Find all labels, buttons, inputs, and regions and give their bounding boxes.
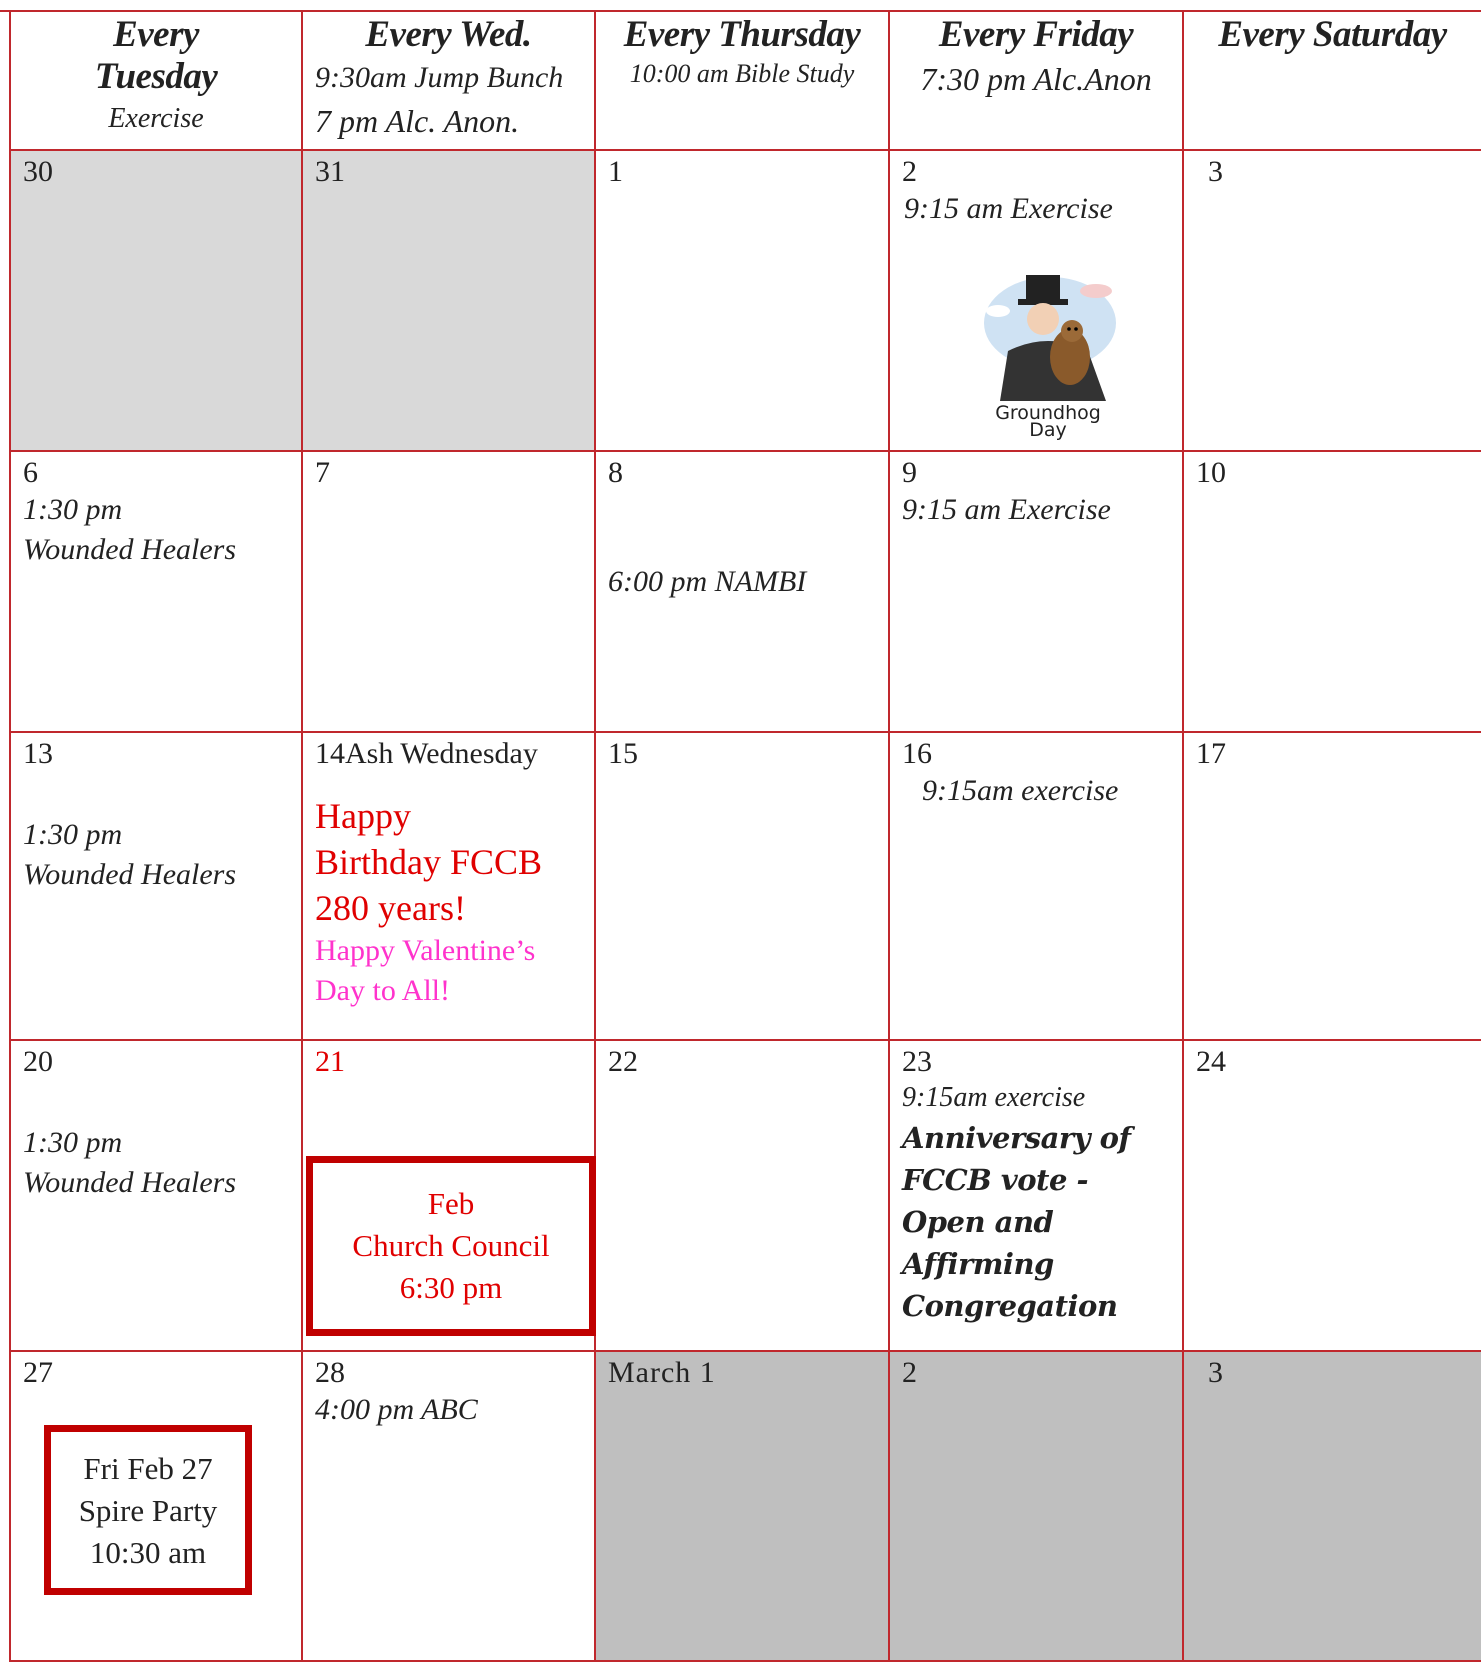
day-cell bbox=[1183, 451, 1481, 732]
header-thursday bbox=[595, 11, 889, 150]
event-text: 1:30 pm bbox=[23, 818, 123, 851]
anniversary-text: Anniversary of bbox=[902, 1121, 1131, 1155]
header-title: Tuesday bbox=[94, 56, 218, 97]
day-cell bbox=[302, 150, 595, 451]
anniversary-text: Affirming bbox=[902, 1247, 1054, 1281]
header-title: Every Thursday bbox=[623, 14, 861, 55]
header-tuesday bbox=[10, 11, 302, 150]
day-number: 16 bbox=[902, 737, 932, 770]
day-cell bbox=[302, 1351, 595, 1661]
day-cell bbox=[1183, 150, 1481, 451]
day-number: 3 bbox=[1208, 155, 1223, 188]
day-cell bbox=[595, 1351, 889, 1661]
day-number: 14Ash Wednesday bbox=[315, 737, 538, 770]
day-number: 28 bbox=[315, 1356, 345, 1389]
birthday-text: Birthday FCCB bbox=[315, 842, 543, 882]
day-cell bbox=[1183, 1351, 1481, 1661]
day-cell bbox=[595, 451, 889, 732]
anniversary-text: Open and bbox=[902, 1205, 1054, 1239]
day-number: 27 bbox=[23, 1356, 53, 1389]
valentine-text: Day to All! bbox=[315, 974, 450, 1007]
day-number: 24 bbox=[1196, 1045, 1226, 1078]
day-cell bbox=[889, 732, 1183, 1040]
box-line: 6:30 pm bbox=[399, 1270, 503, 1305]
event-text: 9:15am exercise bbox=[902, 1082, 1086, 1113]
box-line: Fri Feb 27 bbox=[83, 1451, 213, 1486]
header-row bbox=[10, 11, 1481, 150]
day-number: 8 bbox=[608, 456, 623, 489]
day-number: 2 bbox=[902, 155, 917, 188]
day-cell bbox=[1183, 1040, 1481, 1351]
header-wednesday bbox=[302, 11, 595, 150]
day-number: 23 bbox=[902, 1045, 932, 1078]
day-cell bbox=[10, 451, 302, 732]
day-number: 20 bbox=[23, 1045, 53, 1078]
day-cell bbox=[1183, 732, 1481, 1040]
day-cell bbox=[889, 150, 1183, 451]
day-cell bbox=[595, 732, 889, 1040]
day-number: 22 bbox=[608, 1045, 638, 1078]
anniversary-text: Congregation bbox=[902, 1289, 1118, 1323]
day-cell bbox=[10, 732, 302, 1040]
event-text: 1:30 pm bbox=[23, 1126, 123, 1159]
anniversary-text: FCCB vote - bbox=[902, 1163, 1089, 1197]
event-text: Wounded Healers bbox=[23, 858, 237, 891]
event-text: 4:00 pm ABC bbox=[315, 1393, 478, 1426]
event-text: 9:15 am Exercise bbox=[904, 192, 1113, 225]
header-sub: 10:00 am Bible Study bbox=[629, 59, 855, 88]
week-row bbox=[10, 1040, 1481, 1351]
groundhog-day-image bbox=[978, 261, 1118, 441]
spire-party-box bbox=[44, 1425, 252, 1595]
event-text: 9:15am exercise bbox=[922, 774, 1119, 807]
header-sub: 7:30 pm Alc.Anon bbox=[920, 61, 1152, 97]
day-number: 17 bbox=[1196, 737, 1226, 770]
day-cell bbox=[889, 1351, 1183, 1661]
calendar-table bbox=[9, 10, 1481, 1662]
box-line: Spire Party bbox=[78, 1493, 218, 1528]
groundhog-label: Day bbox=[1029, 419, 1067, 441]
week-row bbox=[10, 451, 1481, 732]
header-sub: 7 pm Alc. Anon. bbox=[315, 103, 520, 139]
day-number: 7 bbox=[315, 456, 330, 489]
day-cell bbox=[302, 1040, 595, 1351]
header-sub: Exercise bbox=[108, 103, 204, 134]
day-cell bbox=[302, 451, 595, 732]
day-number: 2 bbox=[902, 1356, 917, 1389]
header-title: Every bbox=[113, 14, 199, 55]
event-text: 1:30 pm bbox=[23, 493, 123, 526]
day-cell bbox=[595, 1040, 889, 1351]
event-text: 9:15 am Exercise bbox=[902, 493, 1111, 526]
groundhog-label: Groundhog bbox=[995, 402, 1101, 424]
birthday-text: Happy bbox=[315, 796, 411, 836]
event-text: Wounded Healers bbox=[23, 1166, 237, 1199]
day-cell bbox=[302, 732, 595, 1040]
box-line: Feb bbox=[427, 1186, 475, 1221]
day-number: 15 bbox=[608, 737, 638, 770]
day-cell bbox=[10, 1040, 302, 1351]
day-number: 31 bbox=[315, 155, 345, 188]
day-number: 13 bbox=[23, 737, 53, 770]
box-line: 10:30 am bbox=[89, 1535, 207, 1570]
header-title: Every Friday bbox=[938, 14, 1134, 55]
header-friday bbox=[889, 11, 1183, 150]
event-text: Wounded Healers bbox=[23, 533, 237, 566]
week-row bbox=[10, 1351, 1481, 1661]
day-number: 9 bbox=[902, 456, 917, 489]
birthday-text: 280 years! bbox=[315, 888, 466, 928]
day-cell bbox=[889, 1040, 1183, 1351]
header-title: Every Saturday bbox=[1218, 14, 1447, 55]
valentine-text: Happy Valentine’s bbox=[315, 934, 536, 967]
week-row bbox=[10, 732, 1481, 1040]
day-cell bbox=[10, 1351, 302, 1661]
week-row bbox=[10, 150, 1481, 451]
day-cell bbox=[595, 150, 889, 451]
day-number: 21 bbox=[315, 1045, 345, 1078]
day-number: 10 bbox=[1196, 456, 1226, 489]
day-cell bbox=[10, 150, 302, 451]
day-number: March 1 bbox=[608, 1356, 716, 1389]
event-text: 6:00 pm NAMBI bbox=[608, 565, 807, 598]
day-number: 6 bbox=[23, 456, 38, 489]
header-sub: 9:30am Jump Bunch bbox=[315, 61, 564, 94]
day-number: 3 bbox=[1208, 1356, 1223, 1389]
header-title: Every Wed. bbox=[365, 14, 532, 55]
church-council-box bbox=[306, 1156, 596, 1336]
day-number: 1 bbox=[608, 155, 623, 188]
day-number: 30 bbox=[23, 155, 53, 188]
header-saturday bbox=[1183, 11, 1481, 150]
day-cell bbox=[889, 451, 1183, 732]
box-line: Church Council bbox=[352, 1228, 550, 1263]
